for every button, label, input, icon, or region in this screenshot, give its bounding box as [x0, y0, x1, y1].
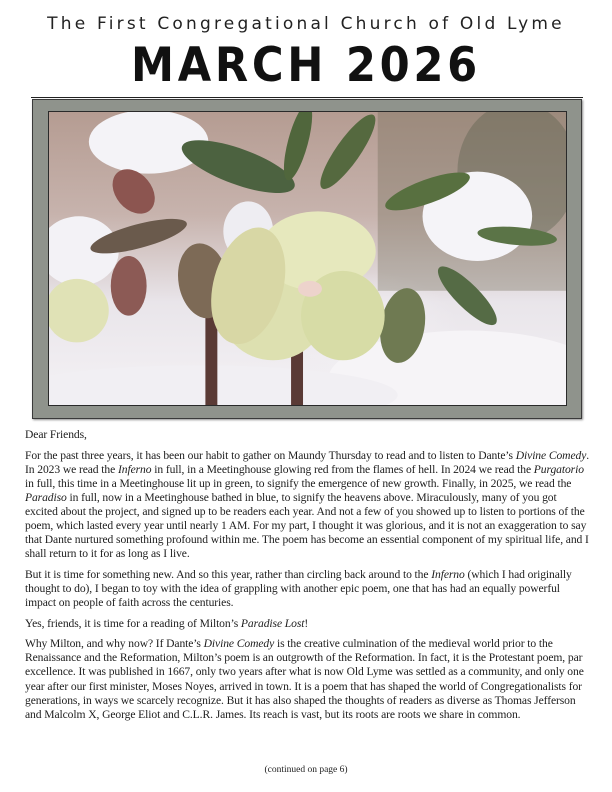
letter-paragraph: [25, 617, 591, 631]
paragraph-text: Yes, friends, it is time for a reading of Milton’s: [25, 616, 241, 630]
letter-salutation: Dear Friends,: [25, 428, 87, 441]
letter-paragraph: [25, 449, 591, 562]
flower-illustration-icon: [49, 112, 566, 405]
photo-frame: [32, 99, 582, 419]
issue-title: MARCH 2026: [131, 38, 481, 93]
italic-title: Purgatorio: [533, 462, 584, 476]
italic-title: Inferno: [117, 462, 152, 476]
paragraph-text: in full, in a Meetinghouse glowing red from the flames of hell. In 2024 we read the: [151, 462, 534, 476]
italic-title: Divine Comedy: [515, 448, 587, 462]
italic-title: Paradiso: [25, 490, 67, 504]
paragraph-text: . In 2023 we read the: [25, 448, 590, 476]
paragraph-text: For the past three years, it has been our habit to gather on Maundy Thursday to read and to listen to Dante’s: [25, 448, 516, 462]
hellebore-photo: [48, 111, 567, 406]
paragraph-text: (which I had originally thought to do), I began to toy with the idea of grappling with another epic poem, one that has had an equally powerful impact on people of faith across the centuries.: [25, 567, 572, 610]
italic-title: Divine Comedy: [203, 637, 275, 651]
pastor-letter: [25, 428, 591, 728]
paragraph-text: But it is time for something new. And so this year, rather than circling back around to the: [25, 567, 432, 581]
paragraph-text: !: [304, 616, 309, 630]
letter-paragraph: [25, 637, 591, 722]
paragraph-text: Why Milton, and why now? If Dante’s: [25, 637, 204, 651]
paragraph-text: in full, this time in a Meetinghouse lit up in green, to signify the emergence of new growth. Finally, in 2025, we read the: [25, 476, 572, 490]
masthead-divider: [31, 97, 583, 98]
italic-title: Inferno: [431, 567, 465, 581]
paragraph-text: in full, now in a Meetinghouse bathed in blue, to signify the heavens above. Miraculously, many of you got excited about the project, and signed up to be readers each year. And not a few of you showed up to listen to portions of the poem, which lasted every year until nearly 1 AM. For my part, I thought it was glorious, and it is not an exaggeration to say that Dante nurtured something profound within me. The poem has become an essential component of my spiritual life, and I shall return to it for as long as I live.: [25, 490, 589, 561]
paragraph-text: is the creative culmination of the medieval world prior to the Renaissance and the Reformation, Milton’s poem is an outgrowth of the Reformation. In fact, it is the Protestant poem, par excellence. It was published in 1667, only two years after what is now Old Lyme was settled as a community, and only one year after our first minister, Moses Noyes, arrived in town. It is a poem that has shaped the world of Congregationalists for generations, in ways we scarcely recognize. But it has also shaped the thoughts of readers as diverse as Thomas Jefferson and Malcolm X, George Eliot and C.L.R. James. Its reach is vast, but its roots are roots we share in common.: [25, 637, 584, 721]
italic-title: Paradise Lost: [240, 616, 305, 630]
continued-note: (continued on page 6): [264, 765, 348, 775]
letter-paragraph: [25, 568, 591, 610]
church-name: The First Congregational Church of Old Lyme: [47, 14, 565, 34]
